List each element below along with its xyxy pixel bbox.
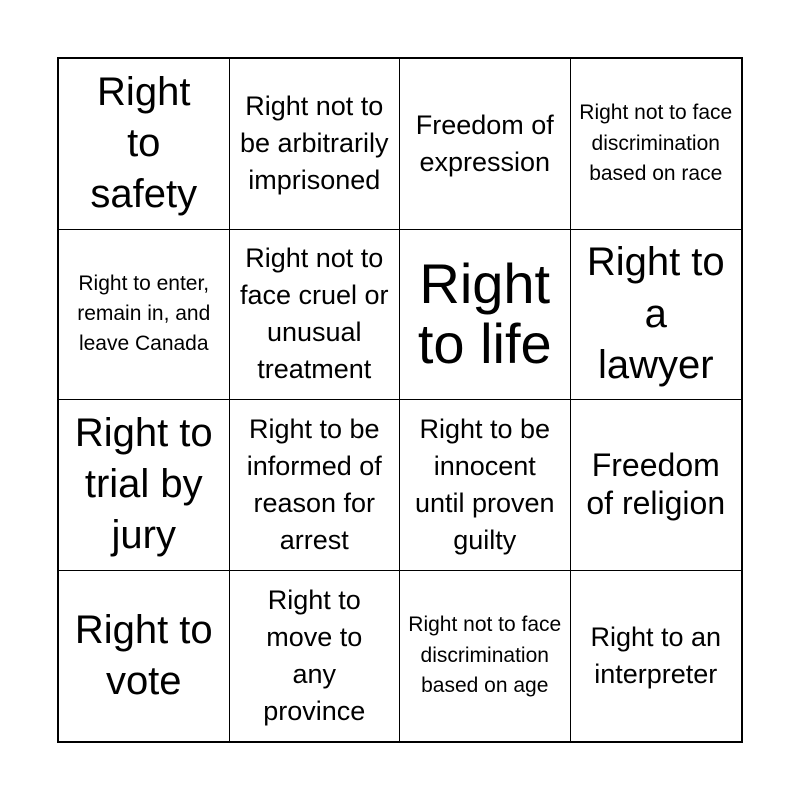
bingo-cell-r3c3[interactable] xyxy=(400,400,571,571)
cell-text: Right to trial by jury xyxy=(74,410,213,558)
cell-text: Freedom of religion xyxy=(586,447,726,521)
cell-text: Right to be innocent until proven guilty xyxy=(414,413,555,555)
cell-text: Freedom of expression xyxy=(415,109,554,177)
bingo-cell-r1c1[interactable] xyxy=(59,59,230,230)
cell-text: Right not to be arbitrarily imprisoned xyxy=(239,91,389,196)
cell-text: Right to move to any province xyxy=(263,584,366,726)
bingo-cell-r1c4[interactable] xyxy=(571,59,742,230)
bingo-cell-r4c3[interactable] xyxy=(400,571,571,742)
bingo-cell-r3c1[interactable] xyxy=(59,400,230,571)
cell-text: Right to a lawyer xyxy=(586,240,725,387)
bingo-cell-r2c4[interactable] xyxy=(571,230,742,401)
bingo-cell-r4c2[interactable] xyxy=(230,571,401,742)
cell-text: Right to enter, remain in, and leave Canada xyxy=(77,271,211,356)
bingo-cell-r2c3[interactable] xyxy=(400,230,571,401)
cell-text: Right to vote xyxy=(74,607,213,703)
bingo-cell-r3c4[interactable] xyxy=(571,400,742,571)
cell-text: Right to an interpreter xyxy=(590,621,722,689)
bingo-cell-r4c4[interactable] xyxy=(571,571,742,742)
cell-text: Right to be informed of reason for arrest xyxy=(246,413,382,555)
bingo-cell-r2c2[interactable] xyxy=(230,230,401,401)
bingo-cell-r1c2[interactable] xyxy=(230,59,401,230)
bingo-cell-r1c3[interactable] xyxy=(400,59,571,230)
cell-text: Right to safety xyxy=(90,69,198,217)
bingo-grid xyxy=(57,57,743,743)
cell-text: Right to life xyxy=(417,251,552,376)
cell-text: Right not to face discrimination based on age xyxy=(408,613,562,697)
bingo-cell-r4c1[interactable] xyxy=(59,571,230,742)
bingo-cell-r3c2[interactable] xyxy=(230,400,401,571)
cell-text: Right not to face discrimination based on race xyxy=(579,101,733,185)
cell-text: Right not to face cruel or unusual treatment xyxy=(239,243,389,385)
bingo-cell-r2c1[interactable] xyxy=(59,230,230,401)
